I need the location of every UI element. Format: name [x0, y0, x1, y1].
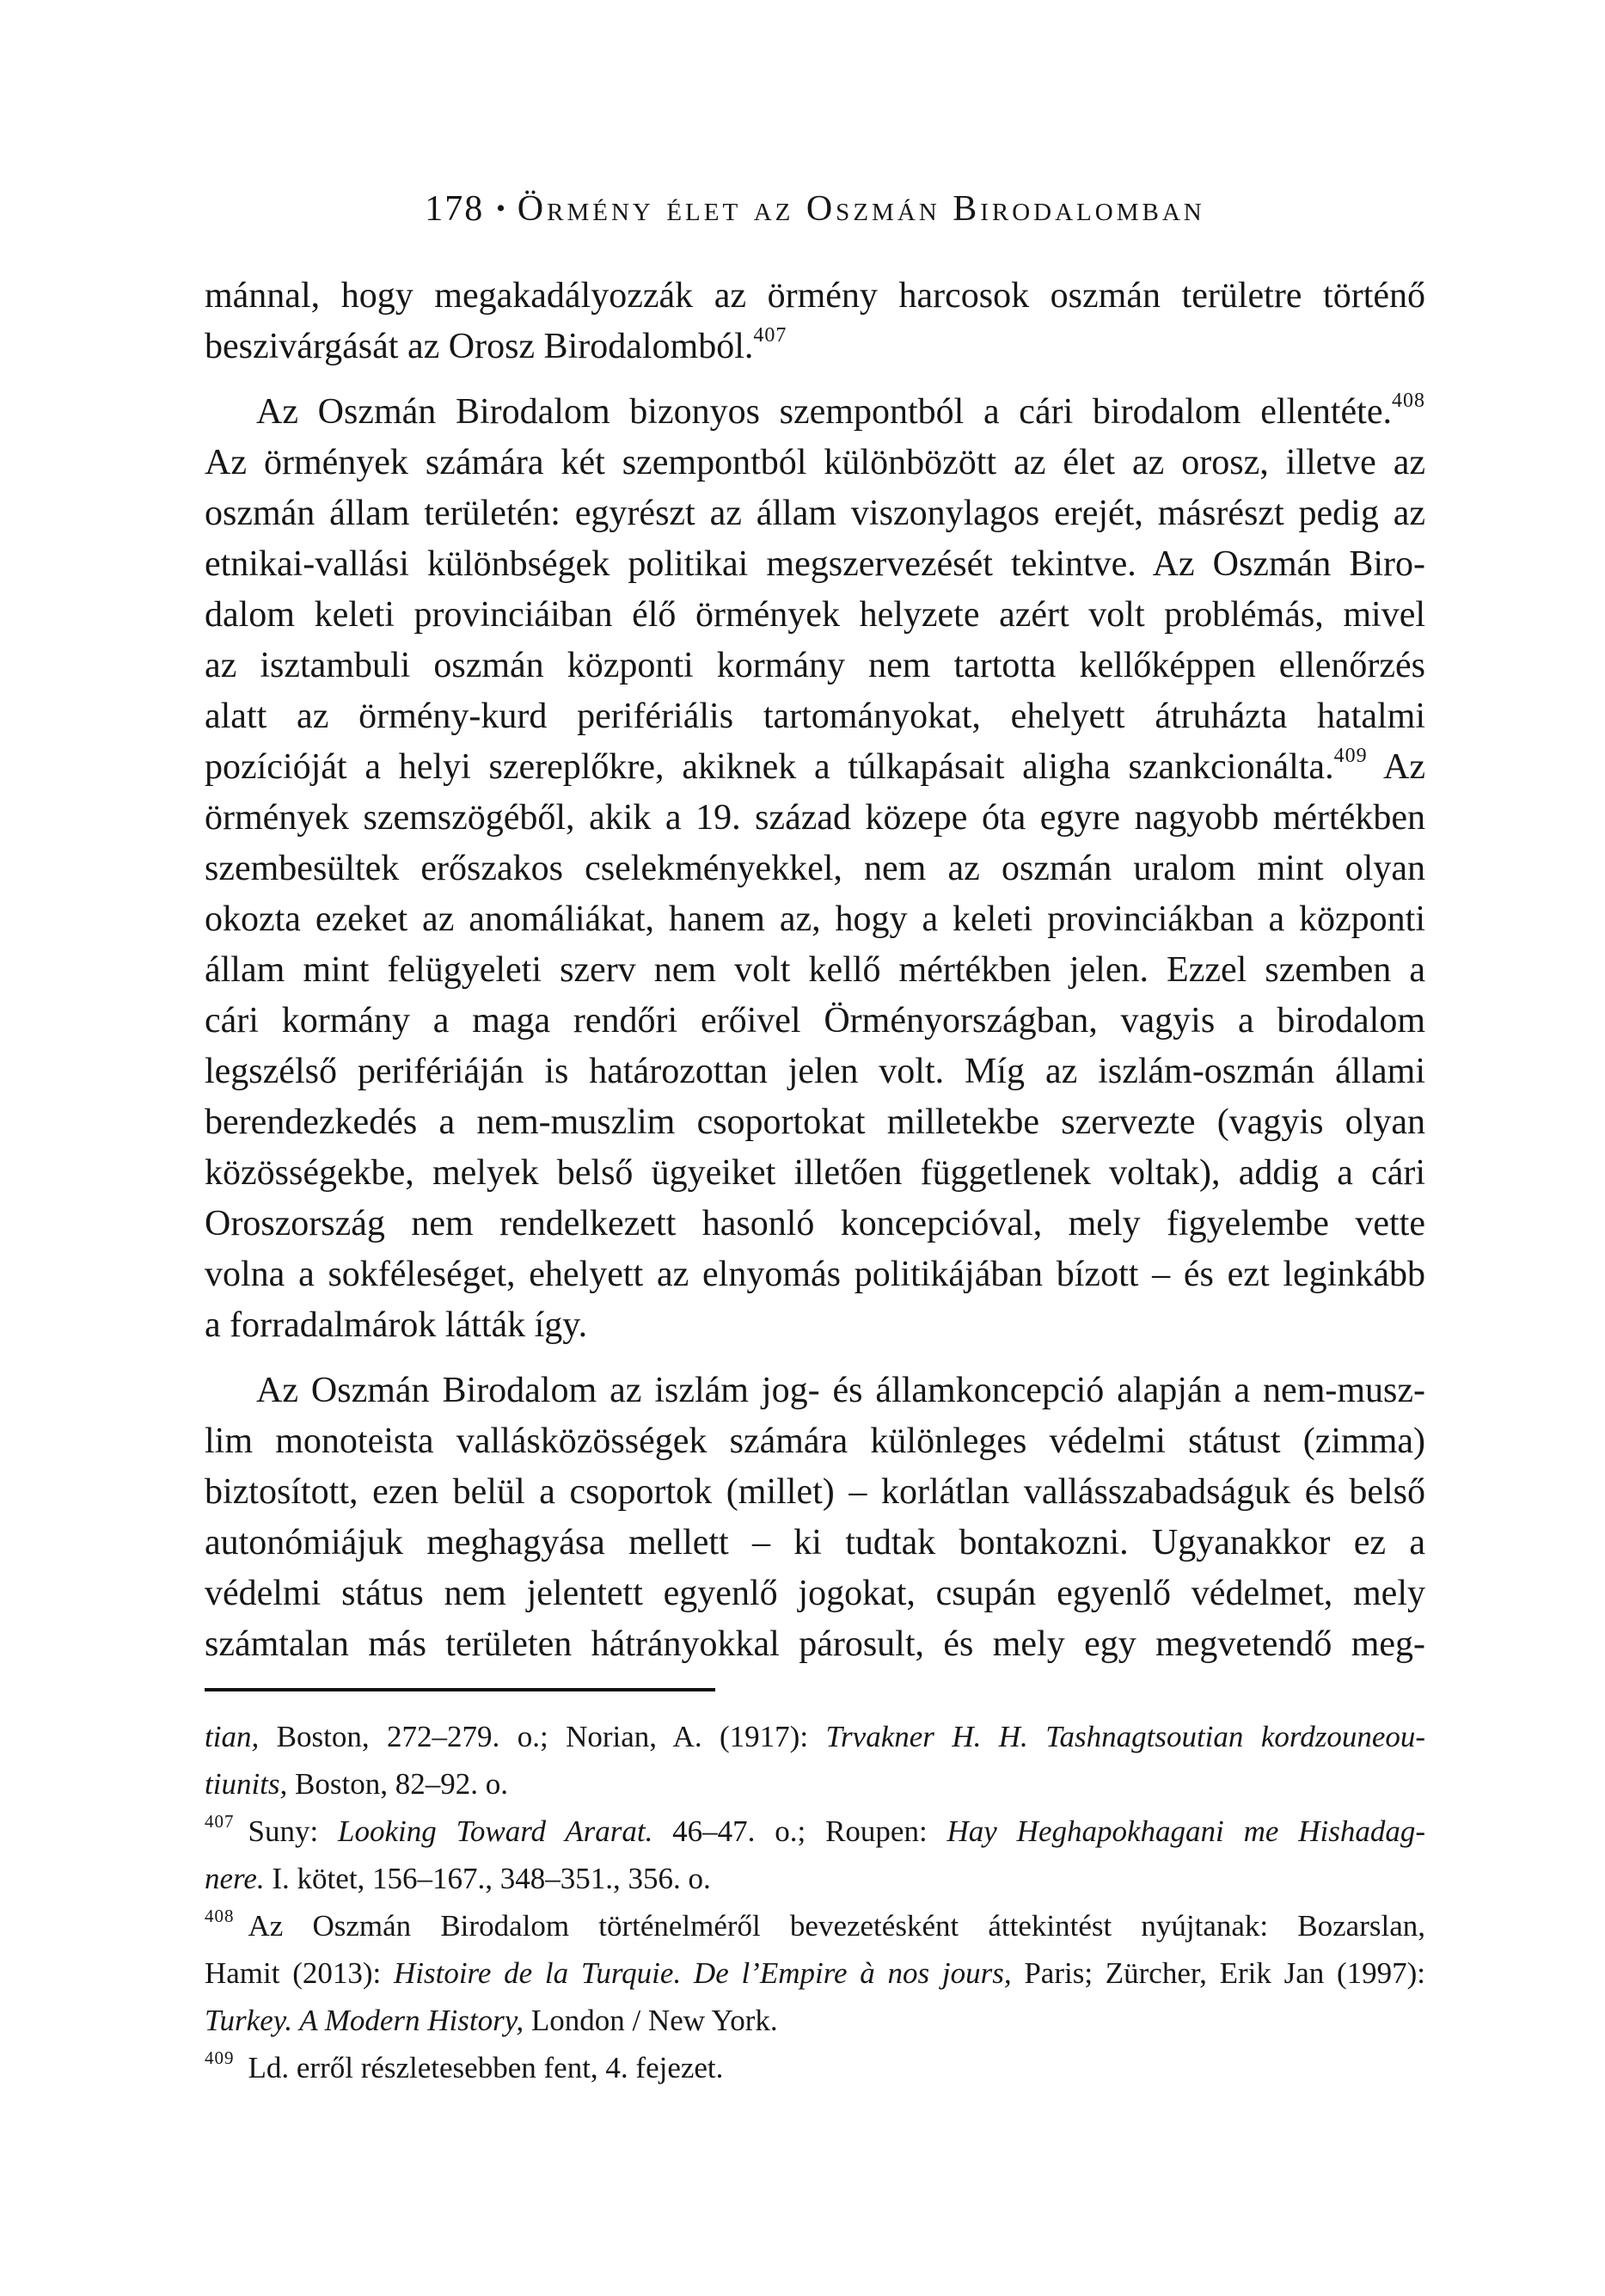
footnote-ref: 408	[205, 1906, 235, 1927]
text-run: tian,	[205, 1720, 260, 1753]
text-run: London / New York.	[524, 2004, 778, 2037]
footnote-line	[205, 1902, 1425, 1949]
page-number: 178	[425, 189, 485, 229]
text-run: közösségekbe, melyek belső ügyeiket illetően függetlenek voltak), addig a cári	[205, 1153, 1425, 1193]
footnote-line	[205, 2044, 1425, 2091]
body-line	[205, 1569, 1425, 1619]
text-run: védelmi státus nem jelentett egyenlő jogokat, csupán egyenlő védelmet, mely	[205, 1574, 1425, 1613]
body-line	[205, 488, 1425, 539]
body-line	[205, 271, 1425, 322]
body-line	[205, 1148, 1425, 1199]
text-run: 46–47. o.; Roupen:	[652, 1814, 947, 1848]
body-line	[205, 1467, 1425, 1518]
text-run: Oroszország nem rendelkezett hasonló koncepcióval, mely figyelembe vette	[205, 1204, 1425, 1243]
text-run: Az Oszmán Birodalom történelméről bevezetésként áttekintést nyújtanak: Bozarslan,	[248, 1909, 1425, 1943]
footnote-ref: 407	[205, 1811, 235, 1833]
body-line	[205, 996, 1425, 1047]
body-line	[205, 1249, 1425, 1300]
text-run: okozta ezeket az anomáliákat, hanem az, hogy a keleti provinciákban a központi	[205, 899, 1425, 939]
body-line	[205, 1097, 1425, 1148]
header-separator-dot: •	[496, 194, 505, 223]
body-line	[205, 945, 1425, 996]
text-run: Ld. erről részletesebben fent, 4. fejezet.	[248, 2051, 724, 2084]
text-run: tiunits,	[205, 1767, 288, 1801]
text-run: Trvakner H. H. Tashnagtsoutian kordzouneou-	[825, 1720, 1426, 1753]
body-line	[205, 691, 1425, 742]
body-line	[205, 1199, 1425, 1249]
text-run: Hay Heghapokhagani me Hishadag-	[946, 1814, 1425, 1848]
text-run: a forradalmárok látták így.	[205, 1305, 588, 1345]
footnotes	[205, 1713, 1425, 2091]
text-run: berendezkedés a nem-muszlim csoportokat milletekbe szervezte (vagyis olyan	[205, 1102, 1425, 1142]
text-run: nere.	[205, 1862, 265, 1895]
footnote-line	[205, 1949, 1425, 1997]
footnote-line	[205, 1997, 1425, 2044]
body-line	[205, 1619, 1425, 1670]
footnote-line	[205, 1855, 1425, 1902]
text-run: örmények szemszögéből, akik a 19. század közepe óta egyre nagyobb mértékben	[205, 798, 1425, 838]
text-run: Suny:	[248, 1814, 339, 1848]
footnote-line	[205, 1713, 1425, 1760]
text-run: Paris; Zürcher, Erik Jan (1997):	[1011, 1956, 1425, 1990]
text-run: Hamit (2013):	[205, 1956, 394, 1990]
body-line	[205, 793, 1425, 844]
footnote-line	[205, 1760, 1425, 1808]
body-line	[205, 742, 1425, 793]
text-run: legszélső perifériáján is határozottan jelen volt. Míg az iszlám-oszmán állami	[205, 1052, 1425, 1091]
text-run: mánnal, hogy megakadályozzák az örmény harcosok oszmán területre történő	[205, 276, 1425, 316]
footnote-ref: 408	[1392, 390, 1425, 412]
body-line	[205, 1416, 1425, 1467]
body-text	[205, 271, 1425, 1670]
text-run: Histoire de la Turquie. De l’Empire à nos jours,	[393, 1956, 1012, 1990]
text-run: Boston, 82–92. o.	[287, 1767, 508, 1801]
text-run: autonómiájuk meghagyása mellett – ki tudtak bontakozni. Ugyanakkor ez a	[205, 1523, 1425, 1562]
body-line	[205, 322, 1425, 372]
body-line	[205, 590, 1425, 641]
body-line	[205, 641, 1425, 691]
body-line	[205, 1300, 1425, 1351]
body-line	[205, 438, 1425, 488]
text-run: Az Oszmán Birodalom az iszlám jog- és államkoncepció alapján a nem-musz-	[256, 1371, 1425, 1410]
body-line	[205, 894, 1425, 945]
text-run: szembesültek erőszakos cselekményekkel, nem az oszmán uralom mint olyan	[205, 849, 1425, 888]
text-run: I. kötet, 156–167., 348–351., 356. o.	[264, 1862, 711, 1895]
body-line	[205, 387, 1425, 438]
text-run: Az	[1367, 747, 1425, 787]
text-run: beszivárgását az Orosz Birodalomból.	[205, 327, 754, 366]
body-line	[205, 844, 1425, 894]
text-run: dalom keleti provinciáiban élő örmények helyzete azért volt problémás, mivel	[205, 595, 1425, 635]
text-run: pozícióját a helyi szereplőkre, akiknek a túlkapásait aligha szankcionálta.	[205, 747, 1334, 787]
body-line	[205, 539, 1425, 590]
page-header	[205, 189, 1425, 229]
footnote-ref: 409	[205, 2047, 235, 2069]
text-run: alatt az örmény-kurd perifériális tartományokat, ehelyett átruházta hatalmi	[205, 697, 1425, 736]
footnote-ref: 407	[753, 324, 787, 347]
body-line	[205, 1366, 1425, 1416]
text-run: Az Oszmán Birodalom bizonyos szempontból a cári birodalom ellentéte.	[256, 392, 1392, 432]
text-run: oszmán állam területén: egyrészt az állam viszonylagos erejét, másrészt pedig az	[205, 494, 1425, 533]
text-run: Turkey. A Modern History,	[205, 2004, 524, 2037]
footnote-line	[205, 1808, 1425, 1855]
text-run: etnikai-vallási különbségek politikai megszervezését tekintve. Az Oszmán Biro-	[205, 544, 1425, 584]
text-run: az isztambuli oszmán központi kormány nem tartotta kellőképpen ellenőrzés	[205, 646, 1425, 685]
body-line	[205, 1047, 1425, 1097]
text-run: cári kormány a maga rendőri erőivel Örményországban, vagyis a birodalom	[205, 1001, 1425, 1041]
footnote-ref: 409	[1333, 745, 1368, 767]
footnote-separator-rule	[205, 1688, 715, 1691]
text-run: számtalan más területen hátrányokkal párosult, és mely egy megvetendő meg-	[205, 1624, 1425, 1664]
body-line	[205, 1518, 1425, 1569]
text-run: Boston, 272–279. o.; Norian, A. (1917):	[259, 1720, 826, 1753]
text-run: Az örmények számára két szempontból különbözött az élet az orosz, illetve az	[205, 443, 1425, 482]
text-run: állam mint felügyeleti szerv nem volt kellő mértékben jelen. Ezzel szemben a	[205, 950, 1425, 990]
header-title: Örmény élet az Oszmán Birodalomban	[517, 189, 1205, 229]
text-run: lim monoteista vallásközösségek számára különleges védelmi státust (zimma)	[205, 1421, 1425, 1461]
text-run: Looking Toward Ararat.	[338, 1814, 653, 1848]
text-run: volna a sokféleséget, ehelyett az elnyomás politikájában bízott – és ezt leginkább	[205, 1255, 1425, 1294]
text-run: biztosított, ezen belül a csoportok (millet) – korlátlan vallásszabadságuk és belső	[205, 1472, 1425, 1512]
